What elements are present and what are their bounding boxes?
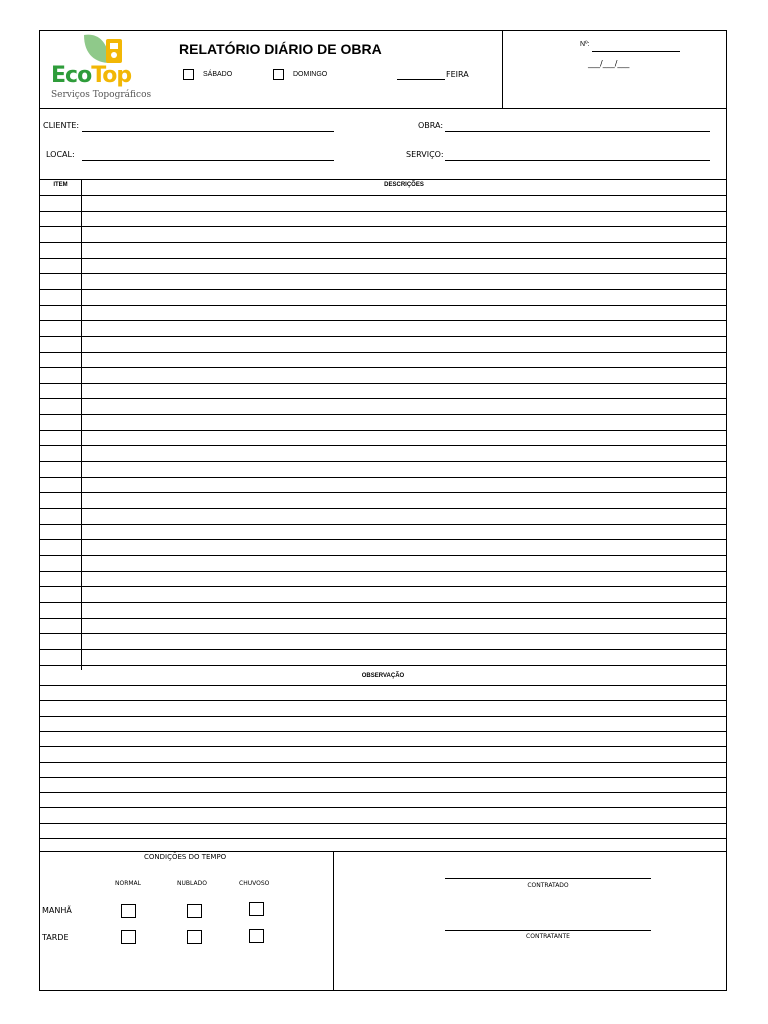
contratado-signature-line[interactable] (445, 878, 651, 879)
cliente-field[interactable] (82, 131, 334, 132)
table-row[interactable] (40, 320, 726, 321)
observacao-line[interactable] (40, 807, 726, 808)
sabado-checkbox[interactable] (183, 69, 194, 80)
logo-top-text: Top (91, 63, 132, 88)
table-row[interactable] (40, 633, 726, 634)
observacao-line[interactable] (40, 716, 726, 717)
logo-subtitle: Serviços Topográficos (51, 90, 152, 100)
observacao-line[interactable] (40, 746, 726, 747)
bottom-section-line (40, 851, 726, 852)
contratante-signature-line[interactable] (445, 930, 651, 931)
table-row[interactable] (40, 618, 726, 619)
cliente-label: CLIENTE: (43, 121, 80, 130)
contratante-label: CONTRATANTE (526, 933, 570, 940)
item-column-divider (81, 179, 82, 670)
observacao-line[interactable] (40, 731, 726, 732)
manha-nublado-checkbox[interactable] (187, 904, 202, 918)
observacao-line[interactable] (40, 823, 726, 824)
table-row[interactable] (40, 367, 726, 368)
table-row[interactable] (40, 242, 726, 243)
table-row[interactable] (40, 602, 726, 603)
weather-title: CONDIÇÕES DO TEMPO (144, 853, 227, 861)
manha-normal-checkbox[interactable] (121, 904, 136, 918)
table-row[interactable] (40, 336, 726, 337)
observacao-line[interactable] (40, 762, 726, 763)
header-divider (502, 31, 503, 108)
table-row[interactable] (40, 305, 726, 306)
table-row[interactable] (40, 383, 726, 384)
table-row[interactable] (40, 352, 726, 353)
servico-label: SERVIÇO: (406, 150, 444, 159)
table-row[interactable] (40, 226, 726, 227)
table-row[interactable] (40, 555, 726, 556)
table-row[interactable] (40, 195, 726, 196)
observacao-line[interactable] (40, 685, 726, 686)
table-row[interactable] (40, 273, 726, 274)
observacao-line[interactable] (40, 777, 726, 778)
table-row[interactable] (40, 508, 726, 509)
header-bottom-line (40, 108, 726, 109)
table-row[interactable] (40, 430, 726, 431)
table-row[interactable] (40, 445, 726, 446)
contratado-label: CONTRATADO (527, 882, 569, 889)
table-row[interactable] (40, 524, 726, 525)
table-row[interactable] (40, 571, 726, 572)
table-row[interactable] (40, 477, 726, 478)
col-item-header: ITEM (53, 182, 68, 188)
obra-label: OBRA: (418, 121, 444, 130)
table-row[interactable] (40, 289, 726, 290)
observacao-line[interactable] (40, 700, 726, 701)
date-field[interactable]: ___/___/___ (588, 59, 630, 68)
table-row[interactable] (40, 649, 726, 650)
table-row[interactable] (40, 398, 726, 399)
number-field[interactable] (592, 51, 680, 52)
bottom-section-divider (333, 851, 334, 991)
table-row[interactable] (40, 586, 726, 587)
weather-col-normal: NORMAL (115, 880, 142, 887)
table-row[interactable] (40, 258, 726, 259)
weather-col-chuvoso: CHUVOSO (239, 880, 270, 887)
tarde-nublado-checkbox[interactable] (187, 930, 202, 944)
number-label: Nº: (580, 41, 590, 48)
observacao-line[interactable] (40, 838, 726, 839)
table-row[interactable] (40, 665, 726, 666)
observacao-title: OBSERVAÇÃO (361, 673, 405, 679)
table-row[interactable] (40, 414, 726, 415)
page-title: RELATÓRIO DIÁRIO DE OBRA (179, 41, 382, 57)
local-field[interactable] (82, 160, 334, 161)
local-label: LOCAL: (46, 150, 75, 159)
feira-day-field[interactable] (397, 79, 445, 80)
table-top-line (40, 179, 726, 180)
servico-field[interactable] (445, 160, 710, 161)
weather-row-tarde: TARDE (42, 933, 69, 942)
domingo-checkbox[interactable] (273, 69, 284, 80)
table-row[interactable] (40, 461, 726, 462)
col-descricoes-header: DESCRIÇÕES (384, 182, 424, 188)
manha-chuvoso-checkbox[interactable] (249, 902, 264, 916)
observacao-line[interactable] (40, 792, 726, 793)
obra-field[interactable] (445, 131, 710, 132)
tarde-chuvoso-checkbox[interactable] (249, 929, 264, 943)
sabado-label: SÁBADO (203, 71, 233, 78)
table-row[interactable] (40, 492, 726, 493)
logo (48, 33, 173, 103)
feira-label: FEIRA (446, 70, 469, 79)
domingo-label: DOMINGO (293, 71, 328, 78)
weather-col-nublado: NUBLADO (177, 880, 207, 887)
tarde-normal-checkbox[interactable] (121, 930, 136, 944)
table-row[interactable] (40, 211, 726, 212)
weather-row-manha: MANHÃ (42, 906, 72, 915)
logo-eco-text: Eco (51, 63, 92, 88)
report-sheet (39, 30, 727, 991)
table-row[interactable] (40, 539, 726, 540)
